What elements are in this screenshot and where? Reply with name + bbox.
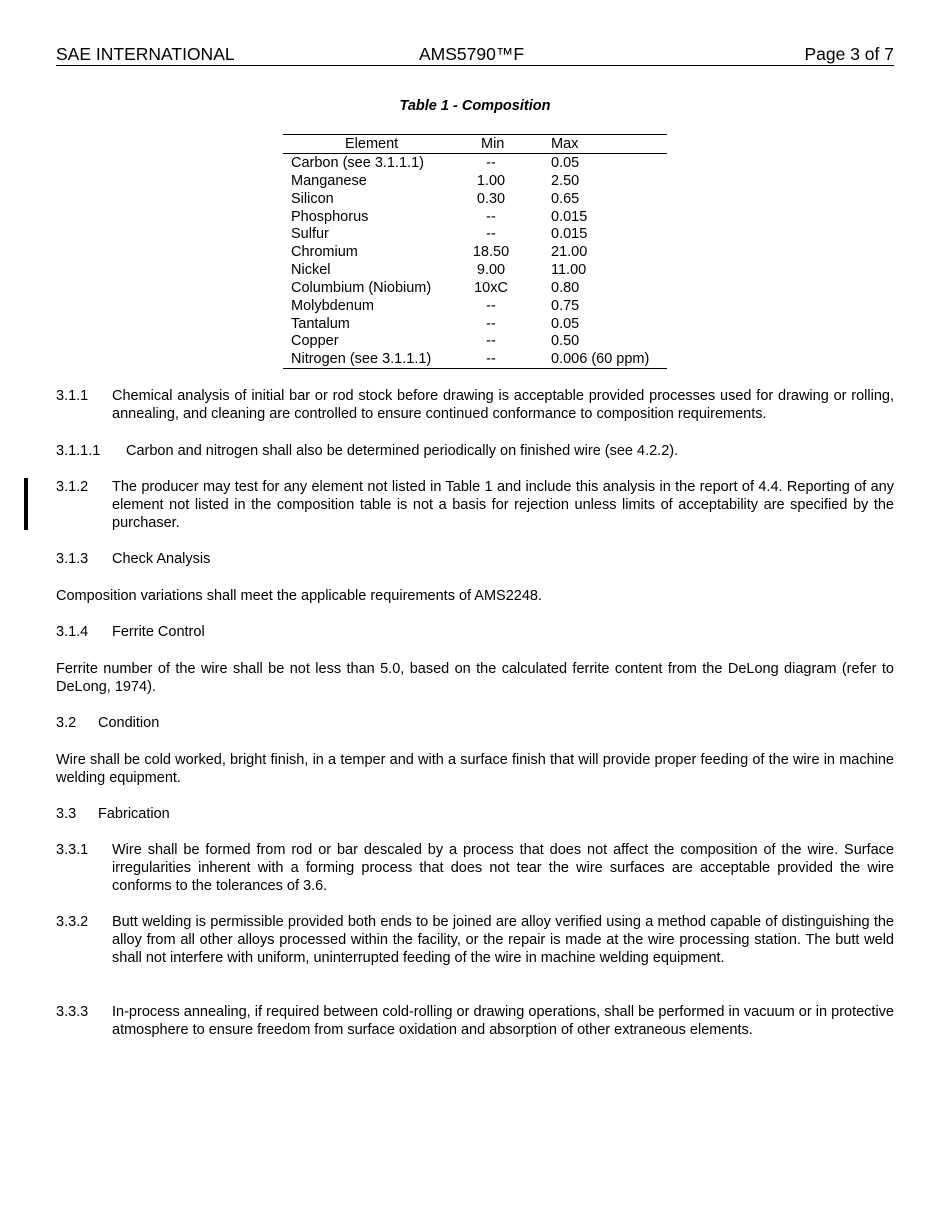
table-row — [283, 172, 667, 190]
max-cell: 0.015 — [551, 208, 588, 225]
min-cell: 0.30 — [476, 190, 506, 207]
element-cell: Silicon — [291, 190, 334, 207]
min-cell: -- — [486, 155, 496, 171]
max-cell: 0.05 — [551, 315, 580, 332]
min-cell: -- — [486, 226, 496, 243]
element-cell: Phosphorus — [291, 208, 369, 225]
table-row — [283, 154, 667, 172]
element-cell: Manganese — [291, 172, 367, 189]
max-cell: 0.80 — [551, 279, 580, 296]
min-cell: -- — [486, 333, 496, 350]
section-text: Butt welding is permissible provided both ends to be joined are alloy verified using a method capable of distinguishing the alloy from all other alloys processed within the facility, or the repair is made at the wire processing station. The butt weld shall not interfere with uniform, uninterrupted feeding of the wire in machine welding equipment. — [112, 914, 894, 966]
section-3-1-1 — [56, 388, 894, 424]
table-row — [283, 243, 667, 261]
table-row — [283, 279, 667, 297]
table-header-row — [283, 135, 667, 154]
section-3-3-heading — [56, 806, 894, 824]
element-cell: Carbon (see 3.1.1.1) — [291, 155, 424, 171]
section-number: 3.1.4 — [56, 624, 89, 640]
section-number: 3.3.1 — [56, 842, 89, 858]
column-header-element: Element — [345, 136, 399, 152]
element-cell: Nitrogen (see 3.1.1.1) — [291, 351, 432, 368]
paragraph-ferrite-control: Ferrite number of the wire shall be not less than 5.0, based on the calculated ferrite content from the DeLong diagram (refer to DeLong, 1974). — [56, 661, 894, 695]
section-text: Carbon and nitrogen shall also be determined periodically on finished wire (see 4.2.2). — [126, 443, 679, 459]
min-cell: 18.50 — [472, 244, 510, 261]
table-row — [283, 297, 667, 315]
section-number: 3.1.1.1 — [56, 443, 101, 459]
max-cell: 0.75 — [551, 297, 580, 314]
header-organization: SAE INTERNATIONAL — [56, 44, 235, 64]
header-document-id: AMS5790™F — [419, 44, 525, 64]
element-cell: Nickel — [291, 262, 331, 279]
section-3-3-3 — [56, 1004, 894, 1040]
max-cell: 0.65 — [551, 190, 580, 207]
table-row — [283, 350, 667, 368]
table-title: Table 1 - Composition — [399, 98, 551, 114]
section-number: 3.1.2 — [56, 479, 89, 495]
section-number: 3.3.3 — [56, 1004, 89, 1020]
section-3-2-heading — [56, 715, 894, 733]
table-row — [283, 332, 667, 350]
min-cell: -- — [486, 315, 496, 332]
min-cell: 1.00 — [476, 172, 506, 189]
revision-change-bar — [24, 478, 28, 530]
element-cell: Sulfur — [291, 226, 329, 243]
section-text: The producer may test for any element not listed in Table 1 and include this analysis in the report of 4.4. Reporting of any element not listed in the composition table is not a basis for rejection unless limits of acceptability are specified by the purchaser. — [112, 479, 894, 531]
section-number: 3.2 — [56, 715, 77, 731]
section-number: 3.3 — [56, 806, 77, 822]
page-header — [56, 44, 894, 66]
element-cell: Columbium (Niobium) — [291, 279, 432, 296]
table-row — [283, 208, 667, 226]
section-text: Chemical analysis of initial bar or rod stock before drawing is acceptable provided processes used for drawing or rolling, annealing, and cleaning are controlled to ensure continued conformance to composition requirements. — [112, 388, 894, 422]
section-3-3-2 — [56, 914, 894, 967]
section-title: Fabrication — [98, 806, 170, 822]
max-cell: 2.50 — [551, 172, 580, 189]
composition-table — [283, 134, 667, 369]
section-3-1-1-1 — [56, 443, 894, 461]
column-header-min: Min — [481, 136, 505, 152]
section-text: Wire shall be formed from rod or bar descaled by a process that does not affect the composition of the wire. Surface irregularities inherent with a forming process that does not tear the wire surfaces are acceptable provided the wire conforms to the tolerances of 3.6. — [112, 842, 894, 894]
min-cell: -- — [486, 208, 496, 225]
table-body — [283, 154, 667, 368]
section-title: Condition — [98, 715, 160, 731]
max-cell: 0.05 — [551, 155, 580, 171]
paragraph-condition: Wire shall be cold worked, bright finish, in a temper and with a surface finish that will provide proper feeding of the wire in machine welding equipment. — [56, 752, 894, 786]
min-cell: -- — [486, 351, 496, 368]
element-cell: Copper — [291, 333, 339, 350]
column-header-max: Max — [551, 136, 579, 152]
min-cell: 10xC — [474, 279, 508, 296]
max-cell: 0.50 — [551, 333, 580, 350]
element-cell: Chromium — [291, 244, 358, 261]
max-cell: 11.00 — [551, 262, 587, 279]
section-3-1-3-heading — [56, 551, 894, 569]
min-cell: 9.00 — [476, 262, 506, 279]
max-cell: 21.00 — [551, 244, 588, 261]
section-title: Ferrite Control — [112, 624, 205, 640]
header-page-number: Page 3 of 7 — [804, 44, 894, 64]
section-3-1-4-heading — [56, 624, 894, 642]
table-row — [283, 190, 667, 208]
section-3-3-1 — [56, 842, 894, 895]
section-number: 3.3.2 — [56, 914, 89, 930]
section-title: Check Analysis — [112, 551, 211, 567]
element-cell: Tantalum — [291, 315, 350, 332]
table-row — [283, 315, 667, 333]
element-cell: Molybdenum — [291, 297, 375, 314]
section-number: 3.1.3 — [56, 551, 89, 567]
table-row — [283, 261, 667, 279]
table-row — [283, 225, 667, 243]
paragraph-check-analysis: Composition variations shall meet the applicable requirements of AMS2248. — [56, 588, 543, 604]
section-3-1-2 — [56, 479, 894, 532]
section-text: In-process annealing, if required between cold-rolling or drawing operations, shall be performed in vacuum or in protective atmosphere to ensure freedom from surface oxidation and absorption of other extraneous elements. — [112, 1004, 894, 1038]
max-cell: 0.015 — [551, 226, 588, 243]
section-number: 3.1.1 — [56, 388, 89, 404]
max-cell: 0.006 (60 ppm) — [551, 351, 650, 368]
min-cell: -- — [486, 297, 496, 314]
